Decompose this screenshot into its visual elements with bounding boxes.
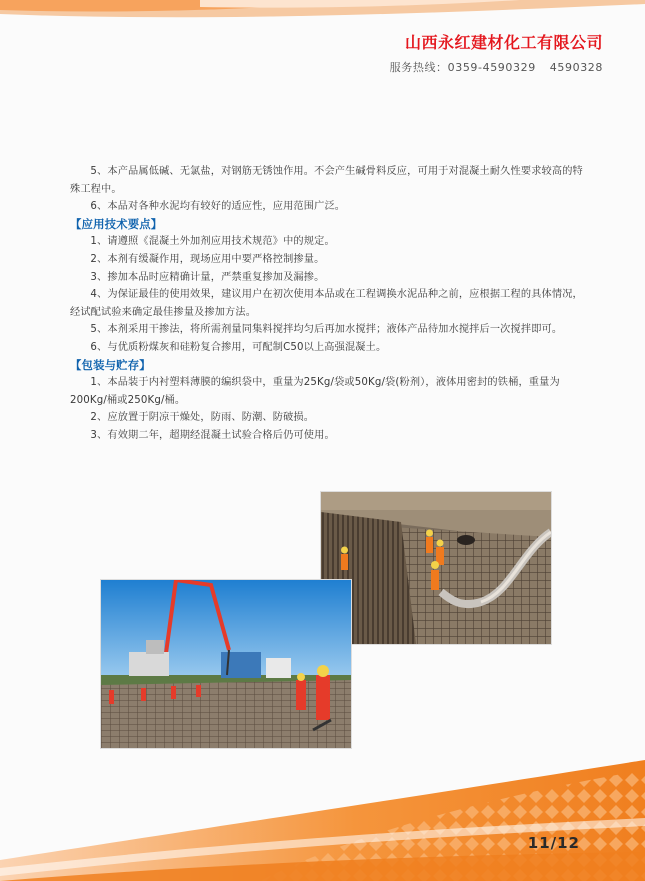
intro-paragraph: 5、本产品属低碱、无氯盐，对钢筋无锈蚀作用。不会产生碱骨料反应，可用于对混凝土耐久性要求较高的特殊工程中。 (70, 166, 583, 195)
application-item: 3、掺加本品时应精确计量，严禁重复掺加及漏掺。 (90, 271, 325, 283)
section-heading-application: 【应用技术要点】 (70, 216, 163, 231)
application-item: 2、本剂有缓凝作用，现场应用中要严格控制掺量。 (90, 253, 325, 265)
application-item: 6、与优质粉煤灰和硅粉复合掺用，可配制C50以上高强混凝土。 (90, 341, 387, 353)
application-item: 4、为保证最佳的使用效果，建议用户在初次使用本品或在工程调换水泥品种之前，应根据工程的具体情况，经试配试验来确定最佳掺量及掺加方法。 (70, 289, 583, 318)
service-hotline (390, 59, 603, 75)
intro-paragraph: 6、本品对各种水泥均有较好的适应性，应用范围广泛。 (90, 201, 346, 213)
packaging-item: 1、本品装于内衬塑料薄膜的编织袋中，重量为25Kg/袋或50Kg/袋(粉剂），液体用密封的铁桶，重量为200Kg/桶或250Kg/桶。 (70, 377, 560, 406)
application-item: 1、请遵照《混凝土外加剂应用技术规范》中的规定。 (90, 236, 335, 248)
page-number: 11/12 (527, 834, 580, 852)
section-heading-packaging: 【包装与贮存】 (70, 357, 151, 372)
body-text (70, 163, 584, 445)
packaging-item: 2、应放置于阴凉干燥处，防雨、防潮、防破损。 (90, 412, 315, 424)
company-name: 山西永红建材化工有限公司 (404, 33, 603, 52)
hotline-number-2: 4590328 (549, 61, 603, 74)
bottom-decorative-wave (0, 740, 645, 881)
application-item: 5、本剂采用干掺法，将所需剂量同集料搅拌均匀后再加水搅拌；液体产品待加水搅拌后一次搅拌即可。 (90, 324, 563, 336)
hotline-label: 服务热线： (389, 61, 448, 74)
packaging-item: 3、有效期二年，超期经混凝土试验合格后仍可使用。 (90, 429, 335, 441)
construction-photo-pump-truck (100, 579, 352, 749)
construction-photo-rebar-pour (320, 491, 552, 645)
hotline-number-1: 0359-4590329 (447, 61, 536, 74)
